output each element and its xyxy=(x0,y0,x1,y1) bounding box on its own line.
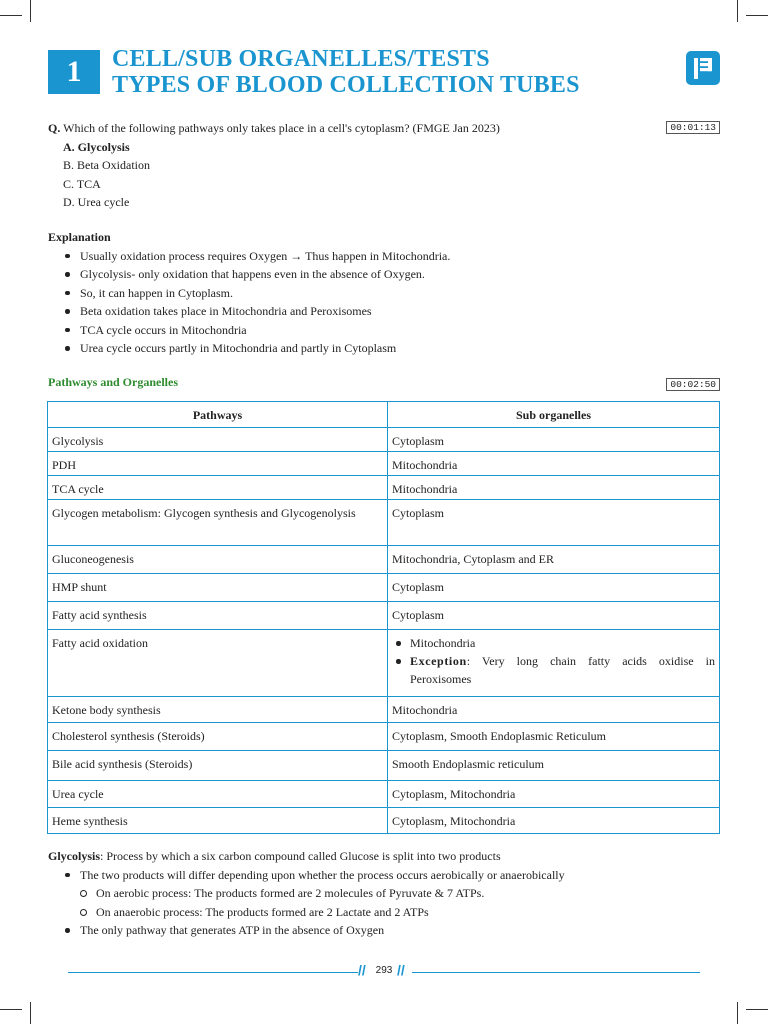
glycolysis-list xyxy=(48,921,720,940)
table-row xyxy=(48,452,720,476)
organelle-cell xyxy=(388,630,720,697)
question-body: Which of the following pathways only takes place in a cell's cytoplasm? (FMGE Jan 2023) xyxy=(63,121,500,135)
column-header-organelles: Sub organelles xyxy=(388,402,720,428)
crop-mark xyxy=(30,1002,31,1024)
table-row xyxy=(48,428,720,452)
crop-mark xyxy=(737,0,738,22)
table-row xyxy=(48,808,720,834)
table-row xyxy=(48,697,720,723)
table-row xyxy=(48,476,720,500)
footer-rule-right xyxy=(412,972,700,973)
glycolysis-sublist xyxy=(48,884,720,921)
explanation-list xyxy=(48,247,720,358)
option-c: C. TCA xyxy=(63,176,101,191)
chapter-title xyxy=(112,46,580,98)
pathways-table xyxy=(47,401,720,834)
organelle-cell: Cytoplasm, Mitochondria xyxy=(388,781,720,808)
organelle-cell: Mitochondria, Cytoplasm and ER xyxy=(388,546,720,574)
table-row xyxy=(48,500,720,546)
pathway-cell: HMP shunt xyxy=(48,574,388,602)
list-item: Mitochondria xyxy=(392,634,715,652)
crop-mark xyxy=(746,15,768,16)
pathway-cell: Bile acid synthesis (Steroids) xyxy=(48,751,388,781)
explanation-block xyxy=(48,228,720,358)
crop-mark xyxy=(0,15,22,16)
question-text xyxy=(48,119,720,138)
question-label: Q. xyxy=(48,121,61,135)
glycolysis-definition: Glycolysis: Process by which a six carbon compound called Glucose is split into two products xyxy=(48,849,501,863)
organelle-cell: Cytoplasm xyxy=(388,602,720,630)
table-row xyxy=(48,781,720,808)
list-item: TCA cycle occurs in Mitochondria xyxy=(48,321,720,340)
glycolysis-term: Glycolysis xyxy=(48,849,101,863)
pathway-cell: Glycolysis xyxy=(48,428,388,452)
list-item: On anaerobic process: The products formed are 2 Lactate and 2 ATPs xyxy=(48,903,720,922)
crop-mark xyxy=(737,1002,738,1024)
list-item: The only pathway that generates ATP in the absence of Oxygen xyxy=(48,921,720,940)
table-row xyxy=(48,751,720,781)
chapter-number: 1 xyxy=(48,50,100,94)
exception-text: : Very long chain fatty acids oxidise in Peroxisomes xyxy=(410,654,715,686)
section-heading: Pathways and Organelles xyxy=(48,375,179,389)
organelle-cell: Cytoplasm xyxy=(388,574,720,602)
table-row xyxy=(48,630,720,697)
pathway-cell: Cholesterol synthesis (Steroids) xyxy=(48,723,388,751)
organelle-cell: Cytoplasm, Smooth Endoplasmic Reticulum xyxy=(388,723,720,751)
list-item: Urea cycle occurs partly in Mitochondria and partly in Cytoplasm xyxy=(48,339,720,358)
organelle-cell: Cytoplasm xyxy=(388,500,720,546)
table-row xyxy=(48,546,720,574)
pathway-cell: PDH xyxy=(48,452,388,476)
crop-mark xyxy=(30,0,31,22)
list-item: Glycolysis- only oxidation that happens even in the absence of Oxygen. xyxy=(48,265,720,284)
video-timestamp[interactable]: 00:01:13 xyxy=(666,121,720,134)
exception-label: Exception xyxy=(410,654,467,668)
footer-slash-icon: // xyxy=(397,962,405,978)
list-item: Usually oxidation process requires Oxygen → Thus happen in Mitochondria. xyxy=(48,247,720,266)
organelle-cell: Cytoplasm, Mitochondria xyxy=(388,808,720,834)
table-row xyxy=(48,723,720,751)
question-block xyxy=(48,119,720,212)
organelle-cell: Mitochondria xyxy=(388,452,720,476)
video-timestamp[interactable]: 00:02:50 xyxy=(666,378,720,391)
crop-mark xyxy=(0,1009,22,1010)
footer-slash-icon: // xyxy=(358,962,366,978)
chapter-title-line2: TYPES OF BLOOD COLLECTION TUBES xyxy=(112,72,580,98)
list-item: The two products will differ depending upon whether the process occurs aerobically or anaerobically xyxy=(48,866,720,885)
option-a: A. Glycolysis xyxy=(63,139,130,154)
organelle-cell: Mitochondria xyxy=(388,697,720,723)
pathway-cell: TCA cycle xyxy=(48,476,388,500)
list-item xyxy=(392,652,715,688)
brand-logo-icon xyxy=(686,51,720,85)
glycolysis-block xyxy=(48,847,720,940)
pathway-cell: Urea cycle xyxy=(48,781,388,808)
pathway-cell: Ketone body synthesis xyxy=(48,697,388,723)
list-item: On aerobic process: The products formed are 2 molecules of Pyruvate & 7 ATPs. xyxy=(48,884,720,903)
pathway-cell: Heme synthesis xyxy=(48,808,388,834)
table-header-row xyxy=(48,402,720,428)
table-row xyxy=(48,574,720,602)
pathway-cell: Glycogen metabolism: Glycogen synthesis and Glycogenolysis xyxy=(48,500,388,546)
footer-rule-left xyxy=(68,972,358,973)
glycolysis-list xyxy=(48,866,720,885)
pathway-cell: Fatty acid synthesis xyxy=(48,602,388,630)
organelle-list xyxy=(392,634,715,688)
list-item: So, it can happen in Cytoplasm. xyxy=(48,284,720,303)
crop-mark xyxy=(746,1009,768,1010)
pathway-cell: Fatty acid oxidation xyxy=(48,630,388,697)
organelle-cell: Mitochondria xyxy=(388,476,720,500)
column-header-pathways: Pathways xyxy=(48,402,388,428)
table-row xyxy=(48,602,720,630)
option-b: B. Beta Oxidation xyxy=(63,158,150,172)
page-number: 293 xyxy=(375,965,393,976)
list-item: Beta oxidation takes place in Mitochondria and Peroxisomes xyxy=(48,302,720,321)
pathway-cell: Gluconeogenesis xyxy=(48,546,388,574)
organelle-cell: Smooth Endoplasmic reticulum xyxy=(388,751,720,781)
option-d: D. Urea cycle xyxy=(63,195,130,209)
chapter-title-line1: CELL/SUB ORGANELLES/TESTS xyxy=(112,46,490,72)
explanation-heading: Explanation xyxy=(48,230,111,244)
organelle-cell: Cytoplasm xyxy=(388,428,720,452)
